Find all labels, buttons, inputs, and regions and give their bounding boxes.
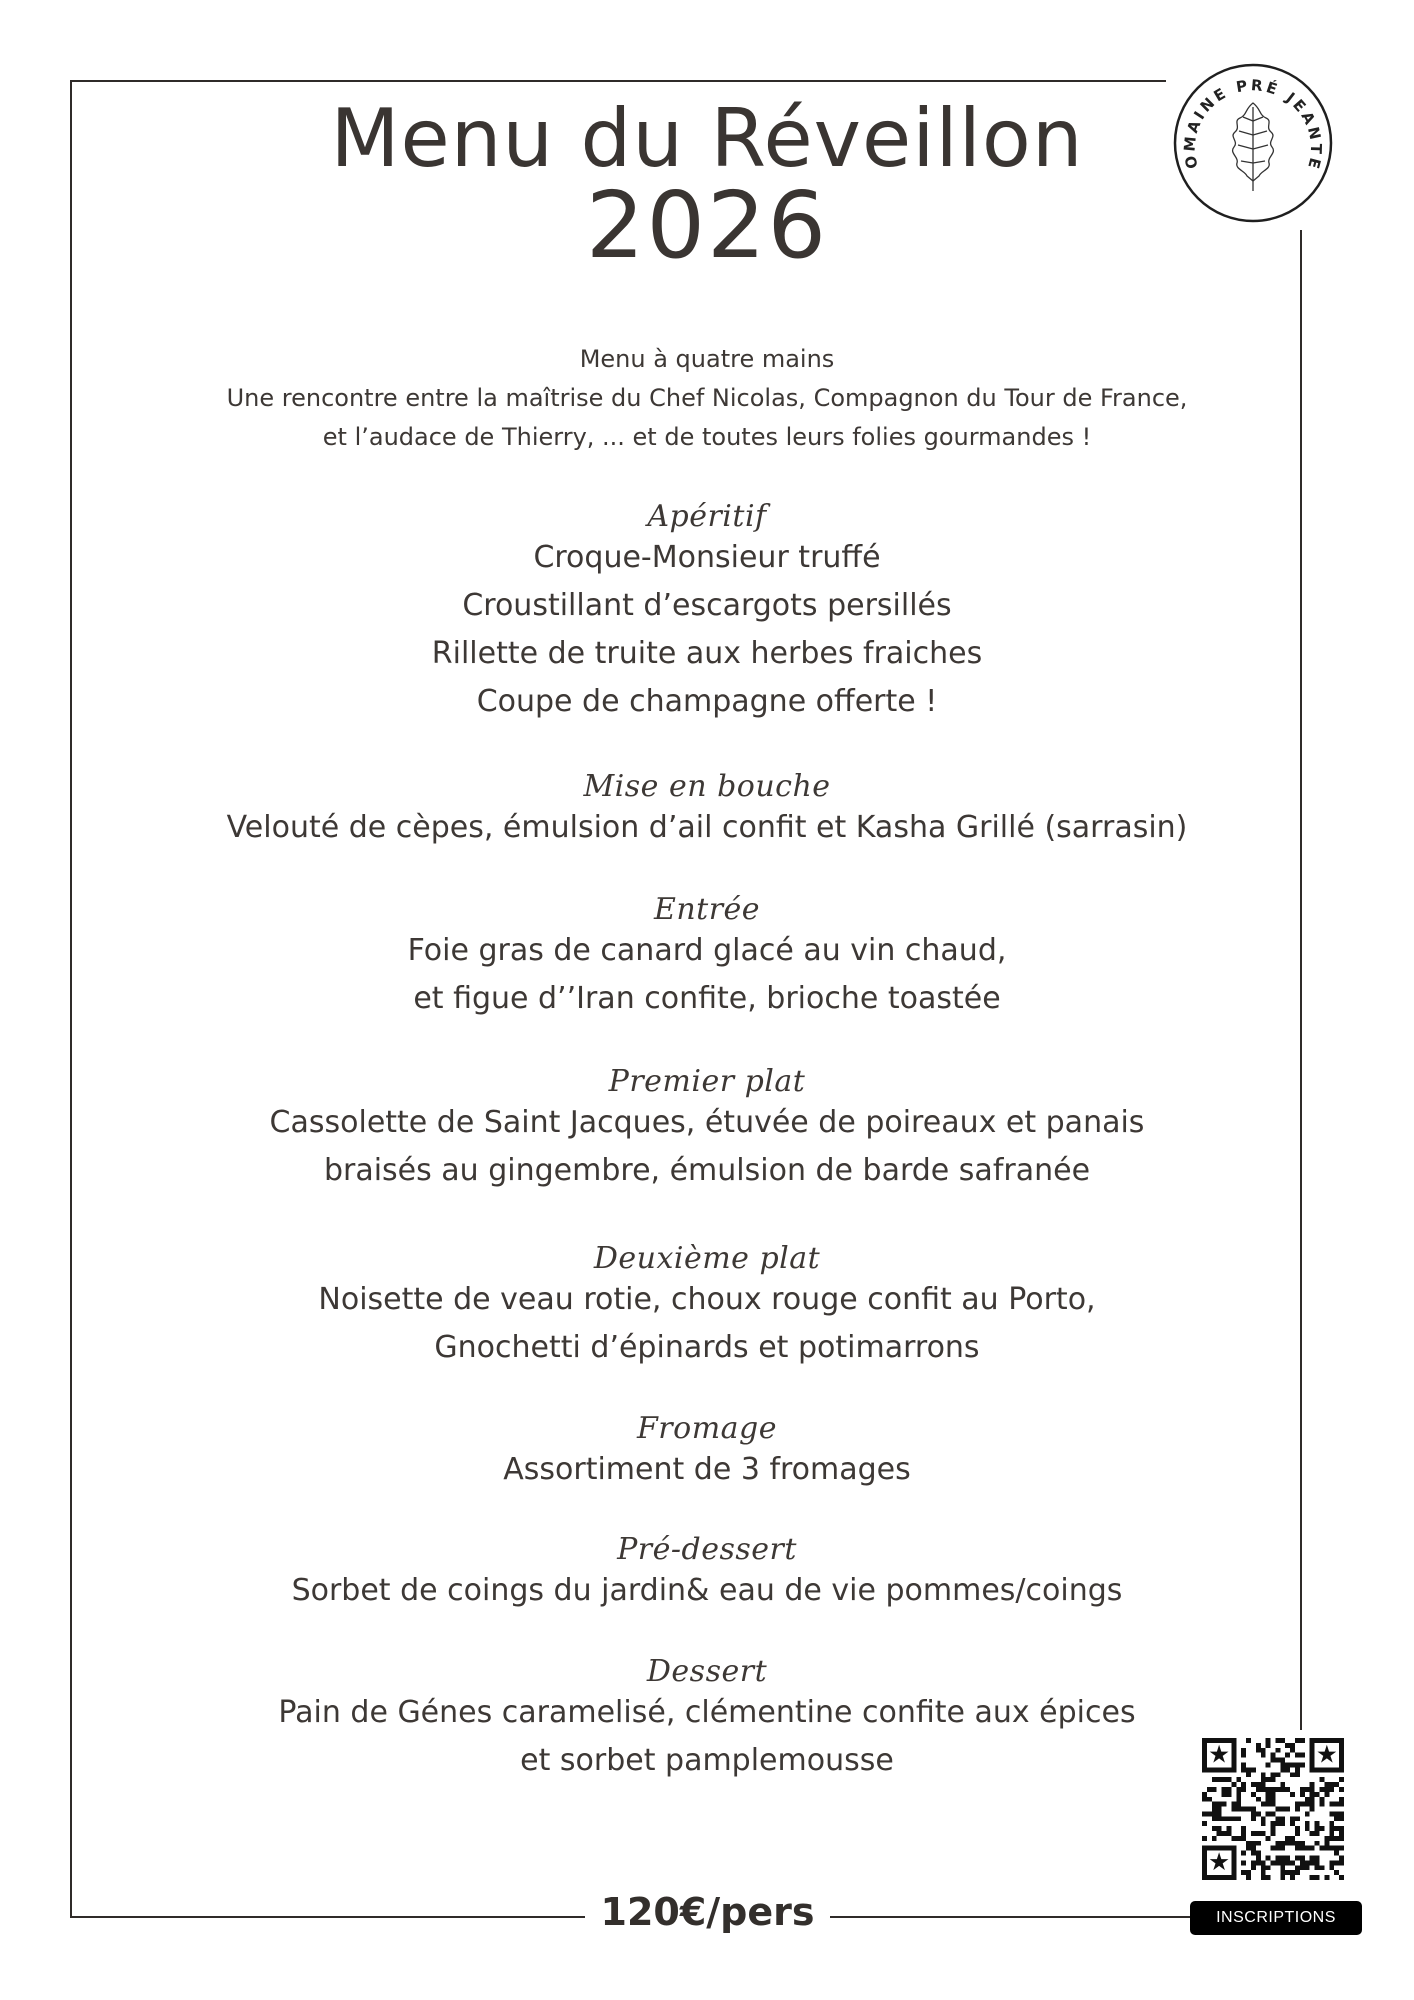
dish-item: Croustillant d’escargots persillés xyxy=(462,588,952,623)
course-heading: Entrée xyxy=(653,892,761,927)
course-heading: Fromage xyxy=(636,1411,777,1446)
dish-item: Rillette de truite aux herbes fraiches xyxy=(431,636,983,671)
dish-item: et figue d’’Iran confite, brioche toastée xyxy=(413,981,1001,1016)
course-heading: Deuxième plat xyxy=(593,1241,821,1276)
course-heading: Mise en bouche xyxy=(583,769,831,804)
qr-finder-square xyxy=(1204,1847,1233,1877)
course-premier-plat xyxy=(0,1065,1414,1195)
dish-item: Croque-Monsieur truffé xyxy=(533,540,881,575)
dish-item: et sorbet pamplemousse xyxy=(520,1743,894,1778)
dish-item: braisés au gingembre, émulsion de barde safranée xyxy=(323,1153,1091,1188)
intro-text xyxy=(0,340,1414,457)
course-deuxieme-plat xyxy=(0,1242,1414,1372)
qr-code-icon[interactable] xyxy=(1202,1738,1344,1880)
svg-text:★: ★ xyxy=(1315,1739,1338,1769)
dish-item: Pain de Génes caramelisé, clémentine confite aux épices xyxy=(278,1695,1136,1730)
course-heading: Premier plat xyxy=(608,1064,806,1099)
dish-item: Velouté de cèpes, émulsion d’ail confit et Kasha Grillé (sarrasin) xyxy=(226,810,1188,845)
intro-line-1: Menu à quatre mains xyxy=(579,345,835,373)
course-heading: Apéritif xyxy=(647,499,767,534)
dish-item: Assortiment de 3 fromages xyxy=(503,1452,911,1487)
frame-bottom-right-line xyxy=(830,1916,1195,1918)
inscriptions-button[interactable]: INSCRIPTIONS xyxy=(1190,1901,1362,1935)
intro-line-3: et l’audace de Thierry, ... et de toutes leurs folies gourmandes ! xyxy=(322,423,1092,451)
page-title: Menu du Réveillon xyxy=(330,92,1084,185)
svg-text:★: ★ xyxy=(1208,1847,1231,1877)
frame-top-line xyxy=(70,80,1166,82)
course-entree xyxy=(0,893,1414,1023)
dish-item: Coupe de champagne offerte ! xyxy=(476,684,938,719)
course-pre-dessert xyxy=(0,1533,1414,1615)
course-heading: Pré-dessert xyxy=(617,1532,797,1567)
course-mise-en-bouche xyxy=(0,770,1414,852)
qr-finder-square xyxy=(1204,1739,1233,1769)
course-fromage xyxy=(0,1412,1414,1494)
seal-text: OMAINE PRÉ JEANTE xyxy=(1180,76,1326,174)
course-heading: Dessert xyxy=(646,1654,768,1689)
svg-text:★: ★ xyxy=(1208,1739,1231,1769)
dish-item: Noisette de veau rotie, choux rouge confit au Porto, xyxy=(318,1282,1096,1317)
dish-item: Foie gras de canard glacé au vin chaud, xyxy=(407,933,1007,968)
frame-bottom-left-line xyxy=(70,1916,585,1918)
dish-item: Sorbet de coings du jardin& eau de vie pommes/coings xyxy=(291,1573,1123,1608)
domaine-seal-logo xyxy=(1172,62,1334,224)
dish-item: Gnochetti d’épinards et potimarrons xyxy=(434,1330,980,1365)
course-aperitif xyxy=(0,500,1414,726)
dish-item: Cassolette de Saint Jacques, étuvée de poireaux et panais xyxy=(269,1105,1145,1140)
intro-line-2: Une rencontre entre la maîtrise du Chef Nicolas, Compagnon du Tour de France, xyxy=(226,384,1188,412)
page-year: 2026 xyxy=(585,172,829,279)
price-label: 120€/pers xyxy=(585,1890,830,1934)
qr-finder-square xyxy=(1312,1739,1341,1769)
